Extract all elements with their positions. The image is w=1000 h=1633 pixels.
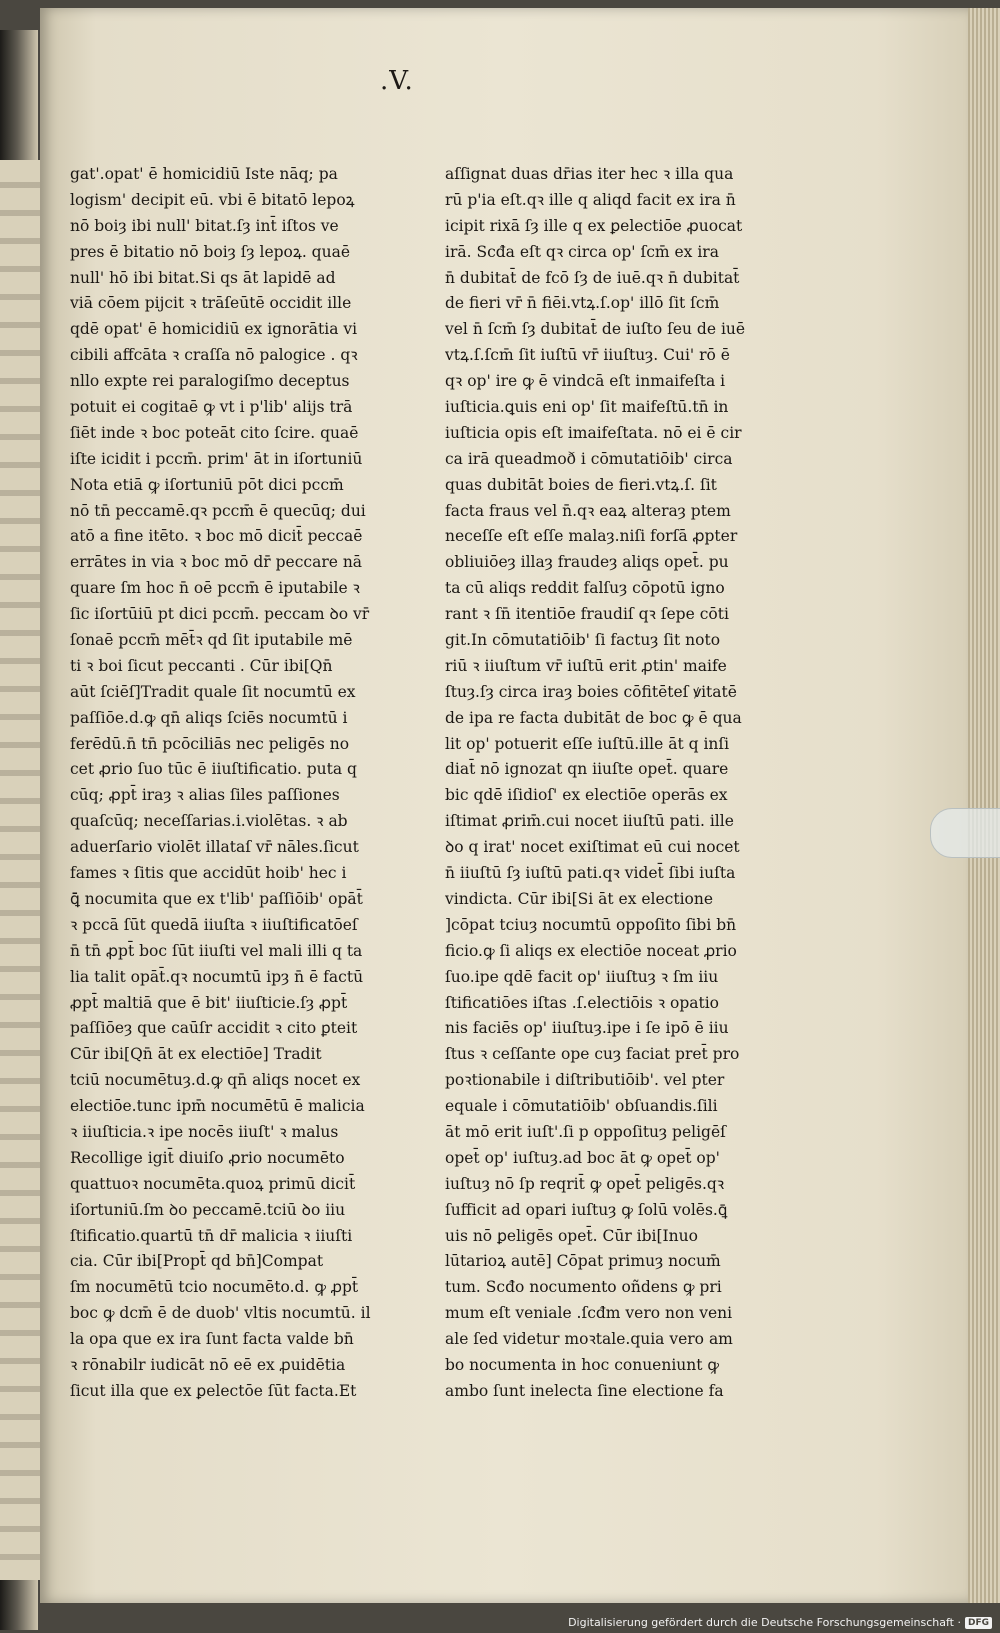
text-line: ficio.ꝙ ſi aliqs ex electiōe noceat ꝓrio bbox=[445, 941, 737, 960]
text-line: ſtus ꝛ ceſſante ope cuȝ faciat pret̄ pro bbox=[445, 1045, 740, 1064]
text-line: icipit rixā ſȝ ille q ex ꝑelectiōe ꝓuocat bbox=[445, 216, 743, 235]
dfg-logo: DFG bbox=[965, 1617, 992, 1629]
text-line: ſuo.ipe qdē facit op' iiuſtuȝ ꝛ ſm iiu bbox=[445, 967, 719, 986]
text-line: errātes in via ꝛ boc mō dr̄ peccare nā bbox=[70, 553, 363, 572]
text-line: null' hō ibi bitat.Si qs āt lapidē ad bbox=[70, 268, 336, 287]
text-line: iſtimat ꝓrim̄.cui nocet iiuſtū pati. ille bbox=[445, 812, 734, 831]
text-line: poꝛtionabile i diſtributiōib'. vel pter bbox=[445, 1071, 725, 1090]
text-line: vel n̄ ſcm̄ ſȝ dubitat̄ de iuſto ſeu de iuē bbox=[445, 320, 745, 339]
text-line: rū p'ia eſt.qꝛ ille q aliqd facit ex ira n̄ bbox=[445, 190, 736, 209]
text-line: ]cōpat tciuȝ nocumtū oppoſito ſibi bn̄ bbox=[445, 915, 737, 934]
text-line: ſufficit ad opari iuſtuȝ ꝙ ſolū volēs.ꝗ̄ bbox=[445, 1200, 728, 1219]
text-line: atō a fine itēto. ꝛ boc mō dicit̄ peccaē bbox=[70, 527, 363, 546]
text-line: nllo expte rei paralogiſmo deceptus bbox=[70, 372, 350, 391]
text-line: de fieri vr̄ n̄ fiēi.vtꝝ.ſ.op' illō ſit ſcm̄ bbox=[445, 294, 720, 313]
digitization-credit bbox=[568, 1616, 992, 1629]
text-line: āt mō erit iuſt'.ſi p oppoſituȝ peligēſ bbox=[445, 1122, 726, 1141]
text-line: cūq; ꝓpt̄ iraȝ ꝛ alias ſiles paſſiones bbox=[70, 786, 340, 805]
text-line: ꝛ pccā ſūt quedā iiuſta ꝛ iiuſtificatōeſ bbox=[70, 915, 358, 934]
text-line: bic qdē iſidioſ' ex electiōe operās ex bbox=[445, 786, 728, 805]
text-line: iuſtuȝ nō ſp reqrit̄ ꝙ opet̄ peligēs.qꝛ bbox=[445, 1174, 725, 1193]
text-line: rant ꝛ ſn̄ itentiōe fraudiſ qꝛ ſepe cōti bbox=[445, 605, 729, 624]
text-line: cibili affcāta ꝛ craſſa nō palogice . qꝛ bbox=[70, 346, 358, 365]
text-line: iuſticia opis eſt imaifeſtata. nō ei ē cir bbox=[445, 423, 742, 442]
text-line: tciū nocumētuȝ.d.ꝙ qn̄ aliqs nocet ex bbox=[70, 1071, 361, 1090]
text-line: pres ē bitatio nō boiȝ ſȝ lepoꝝ. quaē bbox=[70, 242, 351, 261]
text-line: ſtuȝ.ſȝ circa iraȝ boies cōfitēteſ ꝟitatē bbox=[445, 682, 737, 701]
text-line: potuit ei cogitaē ꝙ vt i p'lib' alijs trā bbox=[70, 398, 353, 417]
text-line: tum. Scđo nocumento oñdens ꝙ pri bbox=[445, 1278, 722, 1297]
text-line: n̄ iiuſtū ſȝ iuſtū pati.qꝛ videt̄ ſibi iuſta bbox=[445, 864, 736, 883]
text-line: ſicut illa que ex ꝑelectōe ſūt facta.Et bbox=[70, 1381, 357, 1400]
text-line: ambo ſunt inelecta ſine electione fa bbox=[445, 1381, 724, 1400]
text-line: ꝛ iiuſticia.ꝛ ipe nocēs iiuſt' ꝛ malus bbox=[70, 1122, 339, 1141]
text-line: iſte icidit i pccm̄. prim' āt in iſortuniū bbox=[70, 449, 363, 468]
text-line: fames ꝛ ſitis que accidūt hoib' hec i bbox=[70, 864, 347, 883]
credit-text: Digitalisierung gefördert durch die Deutsche Forschungsgemeinschaft · bbox=[568, 1616, 961, 1629]
text-line: gat'.opat' ē homicidiū Iste nāq; pa bbox=[70, 165, 338, 183]
text-line: cet ꝓrio ſuo tūc ē iiuſtificatio. puta q bbox=[70, 760, 357, 779]
text-line: ſic iſortūiū pt dici pccm̄. peccam ꝺo vr̄ bbox=[70, 605, 370, 624]
text-line: ferēdū.n̄ tn̄ pcōciliās nec peligēs no bbox=[70, 734, 350, 753]
text-line: aduerſario violēt illataſ vr̄ nāles.ſicut bbox=[70, 838, 359, 857]
text-line: nō boiȝ ibi null' bitat.ſȝ int̄ iſtos ve bbox=[70, 216, 339, 235]
text-line: ꝗ̄ nocumita que ex t'lib' paſſiōib' opāt̄ bbox=[70, 889, 363, 908]
text-line: boc ꝙ dcm̄ ē de duob' vltis nocumtū. il bbox=[70, 1304, 371, 1323]
text-line: n̄ tn̄ ꝓpt̄ boc ſūt iiuſti vel mali illi q ta bbox=[70, 941, 363, 960]
text-line: ti ꝛ boi ſicut peccanti . Cūr ibi[Qn̄ bbox=[70, 656, 333, 675]
text-line: viā cōem pijcit ꝛ trāſeūtē occidit ille bbox=[70, 294, 352, 313]
text-line: de ipa re facta dubitāt de boc ꝙ ē qua bbox=[445, 708, 742, 727]
text-line: nis faciēs op' iiuſtuȝ.ipe i ſe ipō ē iiu bbox=[445, 1019, 729, 1038]
text-line: electiōe.tunc ipm̄ nocumētū ē malicia bbox=[70, 1097, 365, 1116]
text-line: diat̄ nō ignozat qn iiuſte opet̄. quare bbox=[445, 760, 729, 779]
text-line: quare ſm hoc n̄ oē pccm̄ ē iputabile ꝛ bbox=[70, 579, 360, 598]
text-line: la opa que ex ira ſunt facta valde bn̄ bbox=[70, 1330, 354, 1349]
text-line: iuſticia.ꝗuis eni op' ſit maifeſtū.tn̄ in bbox=[445, 398, 729, 417]
text-line: ꝛ rōnabilr iudicāt nō eē ex ꝓuidētia bbox=[70, 1355, 346, 1374]
text-line: quaſcūq; neceſſarias.i.violētas. ꝛ ab bbox=[70, 812, 348, 831]
text-line: equale i cōmutatiōib' obſuandis.ſili bbox=[445, 1097, 718, 1116]
page-marker-tab bbox=[930, 808, 1000, 858]
text-line: quattuoꝛ nocumēta.quoꝝ primū dicit̄ bbox=[70, 1174, 356, 1193]
text-line: git.In cōmutatiōib' ſi factuȝ ſit noto bbox=[445, 631, 721, 650]
text-line: ꝓpt̄ maltiā que ē bit' iiuſticie.ſȝ ꝓpt̄ bbox=[70, 993, 348, 1012]
text-line: paſſiōeȝ que caūſr accidit ꝛ cito ꝑteit bbox=[70, 1019, 358, 1038]
left-text-column bbox=[70, 162, 375, 1405]
text-line: obliuiōeȝ illaȝ fraudeȝ aliqs opet̄. pu bbox=[445, 553, 729, 572]
text-line: ſm nocumētū tcio nocumēto.d. ꝙ ꝓpt̄ bbox=[70, 1278, 359, 1297]
text-line: bo nocumenta in hoc conueniunt ꝙ bbox=[445, 1355, 720, 1374]
text-line: neceſſe eſt eſſe malaȝ.niſi forſā ꝓpter bbox=[445, 527, 738, 546]
text-line: facta fraus vel n̄.qꝛ eaꝝ alteraȝ ptem bbox=[445, 501, 731, 520]
text-line: mum eſt veniale .ſcđm vero non veni bbox=[445, 1304, 733, 1323]
text-line: vtꝝ.ſ.ſcm̄ ſit iuſtū vr̄ iiuſtuȝ. Cui' rō ē bbox=[445, 346, 730, 365]
text-line: Recollige igit̄ diuiſo ꝓrio nocumēto bbox=[70, 1148, 345, 1167]
text-line: lia talit opāt̄.qꝛ nocumtū ipȝ n̄ ē factū bbox=[70, 967, 364, 986]
text-line: ꝺo q irat' nocet exiſtimat eū cui nocet bbox=[445, 838, 740, 857]
text-line: ca irā queadmoð i cōmutatiōib' circa bbox=[445, 449, 733, 468]
text-line: aſſignat duas dr̄ias iter hec ꝛ illa qua bbox=[445, 165, 734, 183]
text-line: uis nō ꝑeligēs opet̄. Cūr ibi[Inuo bbox=[445, 1226, 698, 1245]
text-line: lit op' potuerit eſſe iuſtū.ille āt q inſi bbox=[445, 734, 730, 753]
text-line: vindicta. Cūr ibi[Si āt ex electione bbox=[445, 889, 714, 908]
text-line: irā. Scđa eſt qꝛ circa op' ſcm̄ ex ira bbox=[445, 242, 719, 261]
text-line: ta cū aliqs reddit falſuȝ cōpotū igno bbox=[445, 579, 725, 598]
right-text-column bbox=[445, 162, 745, 1405]
text-line: iſortuniū.ſm ꝺo peccamē.tciū ꝺo iiu bbox=[70, 1200, 346, 1219]
text-line: ſtificatio.quartū tn̄ dr̄ malicia ꝛ iiuſti bbox=[70, 1226, 353, 1245]
folio-number: .V. bbox=[380, 66, 414, 96]
text-line: logism' decipit eū. vbi ē bitatō lepoꝝ bbox=[70, 190, 355, 209]
text-line: opet̄ op' iuſtuȝ.ad boc āt ꝙ opet̄ op' bbox=[445, 1148, 720, 1167]
text-line: riū ꝛ iiuſtum vr̄ iuſtū erit ꝓtin' maife bbox=[445, 656, 727, 675]
text-line: quas dubitāt boies de fieri.vtꝝ.ſ. ſit bbox=[445, 475, 717, 494]
text-line: ſonaē pccm̄ mēt̄ꝛ qd ſit iputabile mē bbox=[70, 631, 353, 650]
text-line: ale ſed videtur moꝛtale.quia vero am bbox=[445, 1330, 733, 1349]
text-line: cia. Cūr ibi[Propt̄ qd bn̄]Compat bbox=[70, 1252, 324, 1271]
text-line: paſſiōe.d.ꝙ qn̄ aliqs ſciēs nocumtū i bbox=[70, 708, 348, 727]
page-stack-edge bbox=[968, 8, 1000, 1603]
text-line: qꝛ op' ire ꝙ ē vindcā eſt inmaifeſta i bbox=[445, 372, 726, 391]
text-line: n̄ dubitat̄ de fcō ſȝ de iuē.qꝛ n̄ dubitat̄ bbox=[445, 268, 740, 287]
text-line: lūtarioꝝ autē] Cōpat primuȝ nocum̄ bbox=[445, 1252, 721, 1271]
text-line: nō tn̄ peccamē.qꝛ pccm̄ ē quecūq; dui bbox=[70, 501, 366, 520]
text-line: ſtificatiōes iſtas .ſ.electiōis ꝛ opatio bbox=[445, 993, 720, 1012]
text-line: Cūr ibi[Qn̄ āt ex electiōe] Tradit bbox=[70, 1045, 322, 1064]
text-line: Nota etiā ꝙ iſortuniū pōt dici pccm̄ bbox=[70, 475, 344, 494]
text-line: aūt ſciēſ]Tradit quale ſit nocumtū ex bbox=[70, 682, 356, 701]
text-line: ſiēt inde ꝛ boc poteāt cito ſcire. quaē bbox=[70, 423, 359, 442]
text-line: qdē opat' ē homicidiū ex ignorātia vi bbox=[70, 320, 358, 339]
